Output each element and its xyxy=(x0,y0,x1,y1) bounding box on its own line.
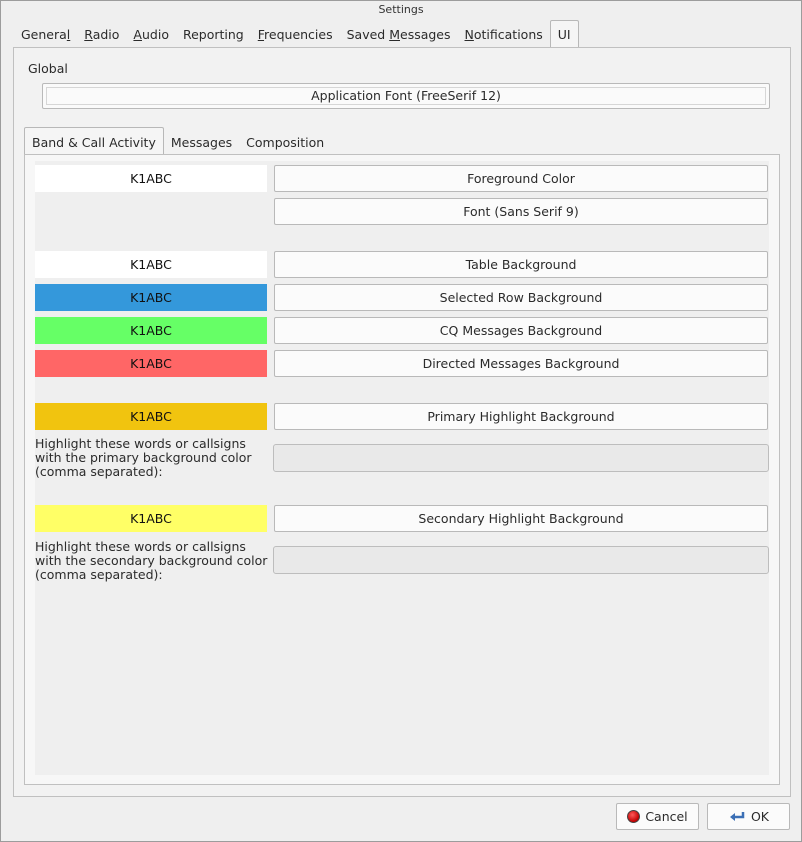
foreground-sample: K1ABC xyxy=(35,165,267,192)
secondary-highlight-sample: K1ABC xyxy=(35,505,267,532)
cancel-icon xyxy=(627,810,640,823)
secondary-highlight-hint: Highlight these words or callsigns with the secondary background color (comma separated): xyxy=(35,539,268,582)
tab-ui[interactable]: UI xyxy=(550,20,579,47)
tab-saved-messages[interactable]: Saved Messages xyxy=(346,27,451,42)
tab-notifications[interactable]: Notifications xyxy=(464,27,543,42)
ok-arrow-icon xyxy=(728,810,746,824)
selected-row-sample: K1ABC xyxy=(35,284,267,311)
window-title: Settings xyxy=(378,3,424,16)
tab-frequencies[interactable]: Frequencies xyxy=(257,27,333,42)
font-button[interactable]: Font (Sans Serif 9) xyxy=(274,198,768,225)
ok-button[interactable]: OK xyxy=(707,803,790,830)
tab-audio[interactable]: Audio xyxy=(133,27,169,42)
secondary-highlight-background-button[interactable]: Secondary Highlight Background xyxy=(274,505,768,532)
tab-radio[interactable]: Radio xyxy=(84,27,120,42)
secondary-highlight-input[interactable] xyxy=(273,546,769,574)
inner-tab-bar xyxy=(24,127,331,155)
application-font-button[interactable]: Application Font (FreeSerif 12) xyxy=(42,83,770,109)
global-group-label: Global xyxy=(28,61,68,76)
primary-highlight-hint: Highlight these words or callsigns with the primary background color (comma separated): xyxy=(35,436,252,479)
tab-reporting[interactable]: Reporting xyxy=(182,27,244,42)
directed-messages-sample: K1ABC xyxy=(35,350,267,377)
primary-highlight-sample: K1ABC xyxy=(35,403,267,430)
tab-composition[interactable]: Composition xyxy=(246,135,325,150)
table-background-button[interactable]: Table Background xyxy=(274,251,768,278)
tab-band-call-activity[interactable]: Band & Call Activity xyxy=(24,127,164,155)
directed-messages-background-button[interactable]: Directed Messages Background xyxy=(274,350,768,377)
tab-general[interactable]: General xyxy=(21,27,71,42)
table-background-sample: K1ABC xyxy=(35,251,267,278)
foreground-color-button[interactable]: Foreground Color xyxy=(274,165,768,192)
main-tab-bar xyxy=(14,20,579,47)
selected-row-background-button[interactable]: Selected Row Background xyxy=(274,284,768,311)
primary-highlight-input[interactable] xyxy=(273,444,769,472)
cq-messages-background-button[interactable]: CQ Messages Background xyxy=(274,317,768,344)
primary-highlight-background-button[interactable]: Primary Highlight Background xyxy=(274,403,768,430)
cq-messages-sample: K1ABC xyxy=(35,317,267,344)
cancel-button[interactable]: Cancel xyxy=(616,803,699,830)
tab-messages[interactable]: Messages xyxy=(170,135,233,150)
